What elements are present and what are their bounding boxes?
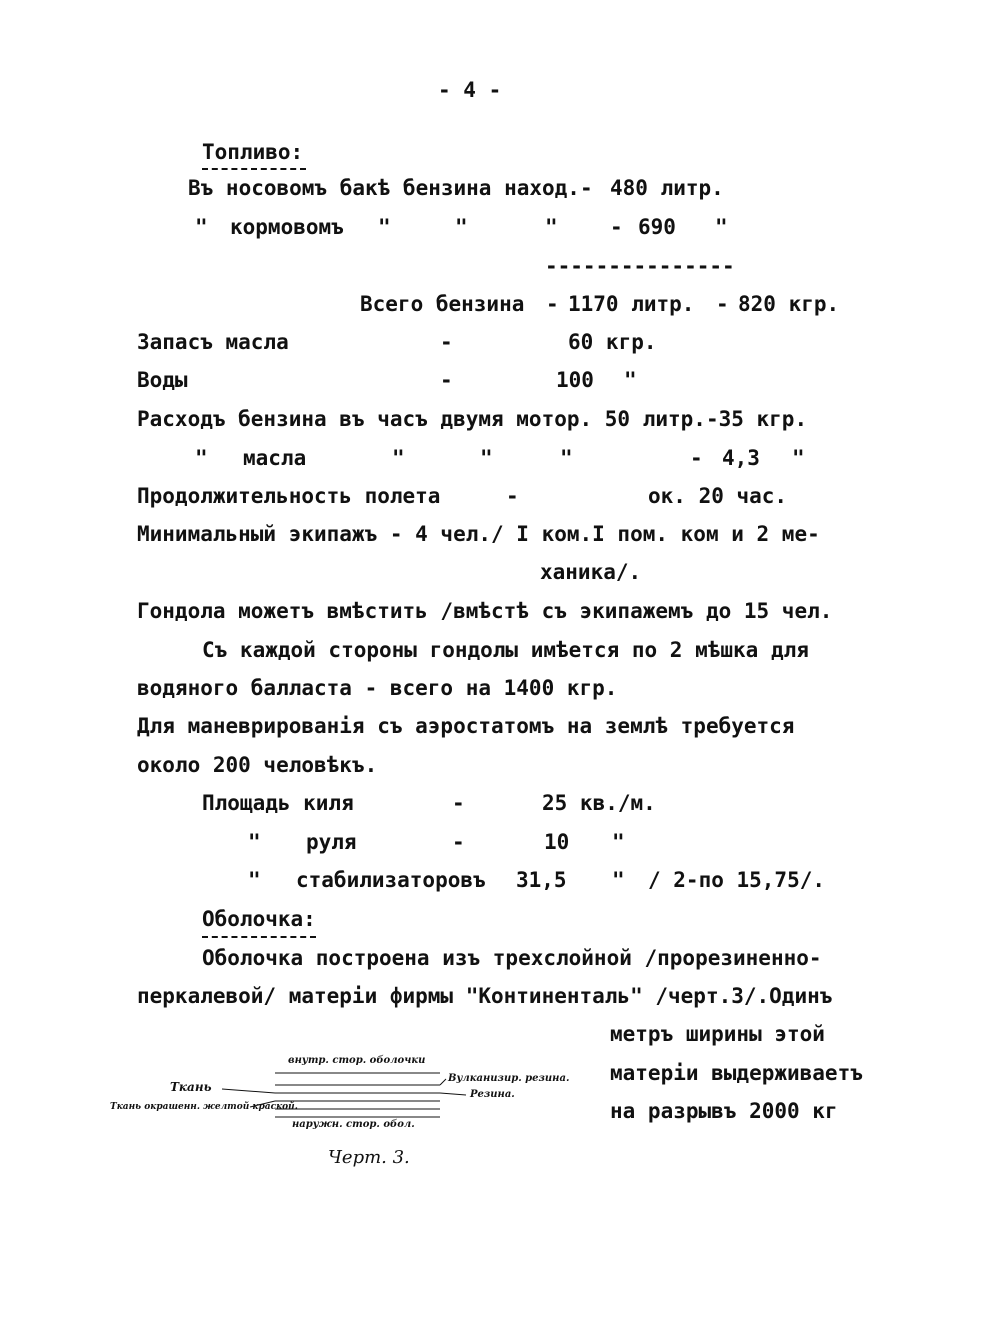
ditto-mark: " (612, 830, 625, 854)
duration-dash: - (506, 484, 519, 508)
envelope-line-3: метръ ширины этой (610, 1022, 825, 1046)
fuel-heading: Топливо: (202, 140, 304, 164)
rudder-area-label: руля (306, 830, 357, 854)
page-number: - 4 - (438, 78, 502, 102)
fabric-layers-diagram (110, 1045, 590, 1135)
fin-area-label: Площадь киля (202, 791, 354, 815)
stern-tank-value: 690 (638, 215, 676, 239)
duration-value: ок. 20 час. (648, 484, 788, 508)
envelope-line-4: матеріи выдерживаетъ (610, 1061, 863, 1085)
maneuvering-line-1: Для маневрированія съ аэростатомъ на землѣ требуется (137, 714, 795, 738)
ballast-line-1: Съ каждой стороны гондолы имѣется по 2 мѣшка для (202, 638, 809, 662)
diagram-top-label: внутр. стор. оболочки (288, 1055, 426, 1066)
oil-supply-dash: - (440, 330, 453, 354)
stabilizers-area-note: / 2-по 15,75/. (648, 868, 826, 892)
diagram-caption: Черт. 3. (328, 1147, 410, 1168)
fin-area-dash: - (452, 791, 465, 815)
ditto-mark: " (248, 830, 261, 854)
rudder-area-value: 10 (544, 830, 570, 854)
ditto-mark: " (560, 446, 573, 470)
ditto-mark: " (545, 215, 558, 239)
envelope-heading-underline (202, 936, 316, 938)
bow-tank-label: Въ носовомъ бакѣ бензина наход. (188, 176, 580, 200)
fuel-separator: --------------- (545, 254, 735, 278)
diagram-left-label-1: Ткань (170, 1080, 212, 1094)
stern-tank-label: кормовомъ (230, 215, 344, 239)
ditto-mark: " (715, 215, 728, 239)
crew-line-2: ханика/. (540, 560, 642, 584)
ditto-mark: " (612, 868, 625, 892)
total-dash: - (546, 292, 559, 316)
diagram-right-label-2: Резина. (470, 1089, 515, 1100)
stabilizers-area-label: стабилизаторовъ (296, 868, 486, 892)
total-dash: - (716, 292, 729, 316)
stern-tank-dash: - (610, 215, 623, 239)
bow-tank-value: 480 литр. (610, 176, 724, 200)
bow-tank-dash: - (580, 176, 593, 200)
ditto-mark: " (480, 446, 493, 470)
diagram-bottom-label: наружн. стор. обол. (292, 1119, 415, 1130)
ditto-mark: " (195, 446, 208, 470)
ditto-mark: " (195, 215, 208, 239)
duration-label: Продолжительность полета (137, 484, 441, 508)
ditto-mark: " (792, 446, 805, 470)
gondola-capacity: Гондола можетъ вмѣстить /вмѣстѣ съ экипажемъ до 15 чел. (137, 599, 833, 623)
oil-consumption-dash: - (690, 446, 703, 470)
stabilizers-area-value: 31,5 (516, 868, 567, 892)
diagram-left-label-2: Ткань окрашенн. желтой краской. (110, 1102, 298, 1112)
envelope-heading: Оболочка: (202, 907, 316, 931)
ballast-line-2: водяного балласта - всего на 1400 кгр. (137, 676, 618, 700)
water-supply-value: 100 (556, 368, 594, 392)
oil-supply-label: Запасъ масла (137, 330, 289, 354)
maneuvering-line-2: около 200 человѣкъ. (137, 753, 378, 777)
rudder-area-dash: - (452, 830, 465, 854)
water-supply-dash: - (440, 368, 453, 392)
water-supply-label: Воды (137, 368, 188, 392)
total-label: Всего бензина (360, 292, 525, 316)
envelope-line-2: перкалевой/ матеріи фирмы "Континенталь" /черт.3/.Одинъ (137, 984, 833, 1008)
envelope-line-1: Оболочка построена изъ трехслойной /прорезиненно- (202, 946, 822, 970)
ditto-mark: " (392, 446, 405, 470)
fuel-consumption-line: Расходъ бензина въ часъ двумя мотор. 50 литр.-35 кгр. (137, 407, 808, 431)
fin-area-value: 25 кв./м. (542, 791, 656, 815)
ditto-mark: " (624, 368, 637, 392)
ditto-mark: " (455, 215, 468, 239)
oil-consumption-label: масла (243, 446, 307, 470)
crew-line-1: Минимальный экипажъ - 4 чел./ I ком.I пом. ком и 2 ме- (137, 522, 820, 546)
total-kg: 820 кгр. (738, 292, 840, 316)
oil-consumption-value: 4,3 (722, 446, 760, 470)
ditto-mark: " (248, 868, 261, 892)
envelope-line-5: на разрывъ 2000 кг (610, 1099, 838, 1123)
diagram-right-label-1: Вулканизир. резина. (448, 1073, 570, 1084)
total-liters: 1170 литр. (568, 292, 695, 316)
fuel-heading-underline (202, 168, 306, 170)
ditto-mark: " (378, 215, 391, 239)
oil-supply-value: 60 кгр. (568, 330, 657, 354)
